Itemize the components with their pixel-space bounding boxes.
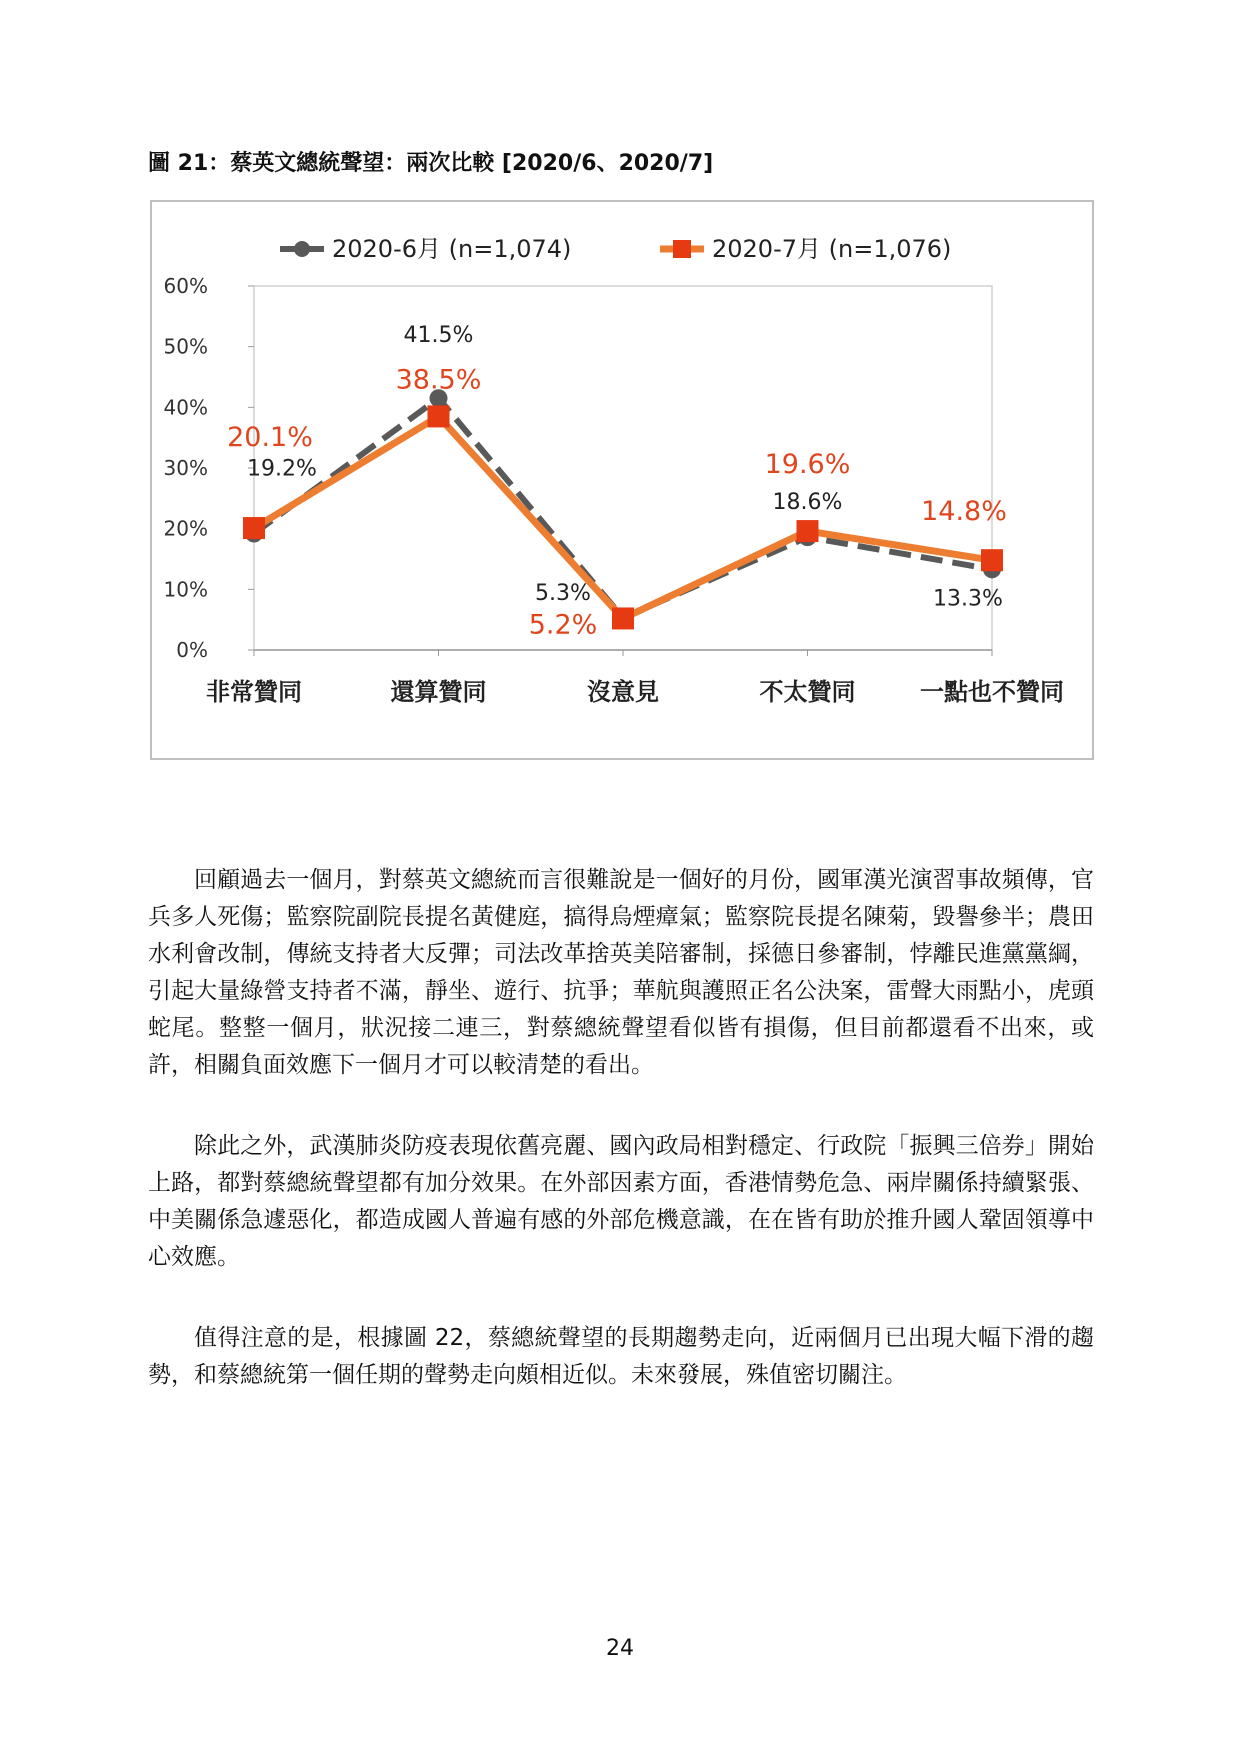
y-tick-label: 50% <box>163 334 208 359</box>
data-label-2020-06: 13.3% <box>933 586 1003 612</box>
data-label-2020-06: 18.6% <box>772 490 843 516</box>
y-tick-label: 10% <box>163 577 208 602</box>
body-paragraph: 除此之外，武漢肺炎防疫表現依舊亮麗、國內政局相對穩定、行政院「振興三倍券」開始上路，都對蔡總統聲望都有加分效果。在外部因素方面，香港情勢危急、兩岸關係持續緊張、中美關係急遽惡化，都造成國人普遍有感的外部危機意識，在在皆有助於推升國人鞏固領導中心效應。 <box>148 1133 1094 1270</box>
y-tick-label: 60% <box>163 274 208 298</box>
y-tick-label: 30% <box>163 456 208 480</box>
y-tick-label: 0% <box>176 638 208 662</box>
data-label-2020-07: 19.6% <box>764 449 851 481</box>
data-label-2020-06: 41.5% <box>403 323 474 349</box>
y-tick-label: 20% <box>163 516 208 541</box>
page-number: 24 <box>606 1636 634 1661</box>
data-label-2020-06: 19.2% <box>247 456 317 482</box>
plot-area <box>254 286 992 650</box>
line-chart <box>152 202 1092 758</box>
chart-frame <box>150 200 1094 760</box>
data-label-2020-07: 5.2% <box>528 609 598 641</box>
x-tick-label: 不太贊同 <box>759 678 856 706</box>
series-line-2020-07 <box>254 416 992 618</box>
data-label-2020-07: 20.1% <box>227 422 313 454</box>
data-point-2020-07 <box>243 517 265 539</box>
x-tick-label: 沒意見 <box>587 678 659 706</box>
data-point-2020-07 <box>612 607 634 629</box>
x-tick-label: 一點也不贊同 <box>920 678 1064 706</box>
x-tick-label: 還算贊同 <box>390 678 487 706</box>
data-label-2020-06: 5.3% <box>535 580 591 606</box>
legend-marker-2020-07 <box>673 240 691 258</box>
x-tick-label: 非常贊同 <box>206 678 302 706</box>
legend-label-2020-06: 2020-6月 (n=1,074) <box>332 235 572 263</box>
legend-marker-2020-06 <box>294 241 310 257</box>
figure-title: 圖 21：蔡英文總統聲望：兩次比較 [2020/6、2020/7] <box>148 151 714 176</box>
data-label-2020-07: 14.8% <box>921 496 1007 528</box>
body-paragraph: 回顧過去一個月，對蔡英文總統而言很難說是一個好的月份，國軍漢光演習事故頻傳，官兵多人死傷；監察院副院長提名黃健庭，搞得烏煙瘴氣；監察院長提名陳菊，毀譽參半；農田水利會改制，傳統支持者大反彈；司法改革捨英美陪審制，採德日參審制，悖離民進黨黨綱，引起大量綠營支持者不滿，靜坐、遊行、抗爭；華航與護照正名公決案，雷聲大雨點小，虎頭蛇尾。整整一個月，狀況接二連三，對蔡總統聲望看似皆有損傷，但目前都還看不出來，或許，相關負面效應下一個月才可以較清楚的看出。 <box>148 867 1094 1078</box>
data-label-2020-07: 38.5% <box>395 364 482 396</box>
body-paragraph: 值得注意的是，根據圖 22，蔡總統聲望的長期趨勢走向，近兩個月已出現大幅下滑的趨勢，和蔡總統第一個任期的聲勢走向頗相近似。未來發展，殊值密切關注。 <box>148 1325 1094 1388</box>
legend-label-2020-07: 2020-7月 (n=1,076) <box>712 235 952 263</box>
data-point-2020-07 <box>797 520 819 542</box>
data-point-2020-07 <box>428 405 450 427</box>
series-line-2020-06 <box>254 398 992 618</box>
y-tick-label: 40% <box>163 395 208 420</box>
data-point-2020-07 <box>981 549 1003 571</box>
